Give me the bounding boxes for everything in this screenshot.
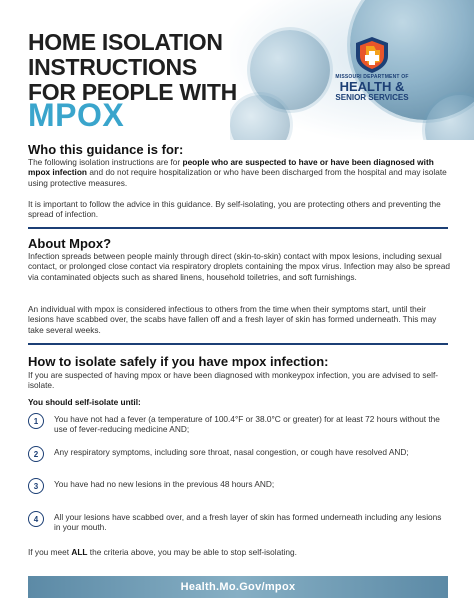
logo-big-text: HEALTH & xyxy=(339,79,405,94)
title-accent: MPOX xyxy=(28,97,125,133)
page-title xyxy=(28,30,298,105)
criteria-item xyxy=(28,512,448,533)
criteria-text: All your lesions have scabbed over, and a fresh layer of skin has formed underneath including any lesions in your mouth. xyxy=(54,512,442,533)
footer-url-link[interactable]: Health.Mo.Gov/mpox xyxy=(180,581,296,593)
closing-post: the criteria above, you may be able to stop self-isolating. xyxy=(87,547,297,557)
number-badge: 3 xyxy=(28,478,44,494)
closing-paragraph xyxy=(28,547,452,557)
title-line: INSTRUCTIONS xyxy=(28,54,197,80)
title-line: FOR PEOPLE WITH xyxy=(28,79,237,105)
title-line: HOME ISOLATION xyxy=(28,29,223,55)
about-paragraph-1: Infection spreads between people mainly through direct (skin-to-skin) contact with mpox lesions, including sexual contact, or prolonged close contact via respiratory droplets containing the mpox virus. Infection may also be spread via contaminated objects such as shared linens, household toiletries, and soft furnishings. xyxy=(28,251,450,282)
criteria-text: Any respiratory symptoms, including sore throat, nasal congestion, or cough have resolved AND; xyxy=(54,447,409,457)
section-divider xyxy=(28,227,448,229)
isolate-until-label: You should self-isolate until: xyxy=(28,397,141,407)
about-heading: About Mpox? xyxy=(28,236,112,251)
closing-pre: If you meet xyxy=(28,547,72,557)
who-p1-pre: The following isolation instructions are for xyxy=(28,157,183,167)
number-badge: 2 xyxy=(28,446,44,462)
criteria-item xyxy=(28,447,448,462)
who-heading: Who this guidance is for: xyxy=(28,142,184,157)
about-paragraph-2: An individual with mpox is considered infectious to others from the time when their symptoms start, until their lesions have scabbed over, the scabs have fallen off and a fresh layer of skin has formed underneath. This may take several weeks. xyxy=(28,304,437,335)
isolate-intro: If you are suspected of having mpox or have been diagnosed with monkeypox infection, you are advised to self-isolate. xyxy=(28,370,439,391)
criteria-text: You have not had a fever (a temperature of 100.4°F or 38.0°C or greater) for at least 72 hours without the use of fever-reducing medicine AND; xyxy=(54,414,440,435)
criteria-item xyxy=(28,414,448,435)
logo-mid-text: SENIOR SERVICES xyxy=(335,93,409,102)
shield-icon xyxy=(354,36,390,74)
who-paragraph-2: It is important to follow the advice in this guidance. By self-isolating, you are protecting others and preventing the spread of infection. xyxy=(28,199,441,220)
who-p1-post: and do not require hospitalization or who have been discharged from the hospital and may isolate using protective measures. xyxy=(28,167,447,188)
footer-banner xyxy=(28,576,448,598)
number-badge: 4 xyxy=(28,511,44,527)
section-divider xyxy=(28,343,448,345)
who-paragraph-1 xyxy=(28,157,452,188)
closing-bold: ALL xyxy=(71,547,88,557)
criteria-item xyxy=(28,479,448,494)
isolate-heading: How to isolate safely if you have mpox infection: xyxy=(28,354,329,369)
who-p1-bold: people who are suspected to have or have been diagnosed with mpox infection xyxy=(28,157,434,178)
criteria-text: You have had no new lesions in the previous 48 hours AND; xyxy=(54,479,275,489)
dhss-logo xyxy=(312,36,432,116)
number-badge: 1 xyxy=(28,413,44,429)
logo-small-text: MISSOURI DEPARTMENT OF xyxy=(335,74,409,80)
